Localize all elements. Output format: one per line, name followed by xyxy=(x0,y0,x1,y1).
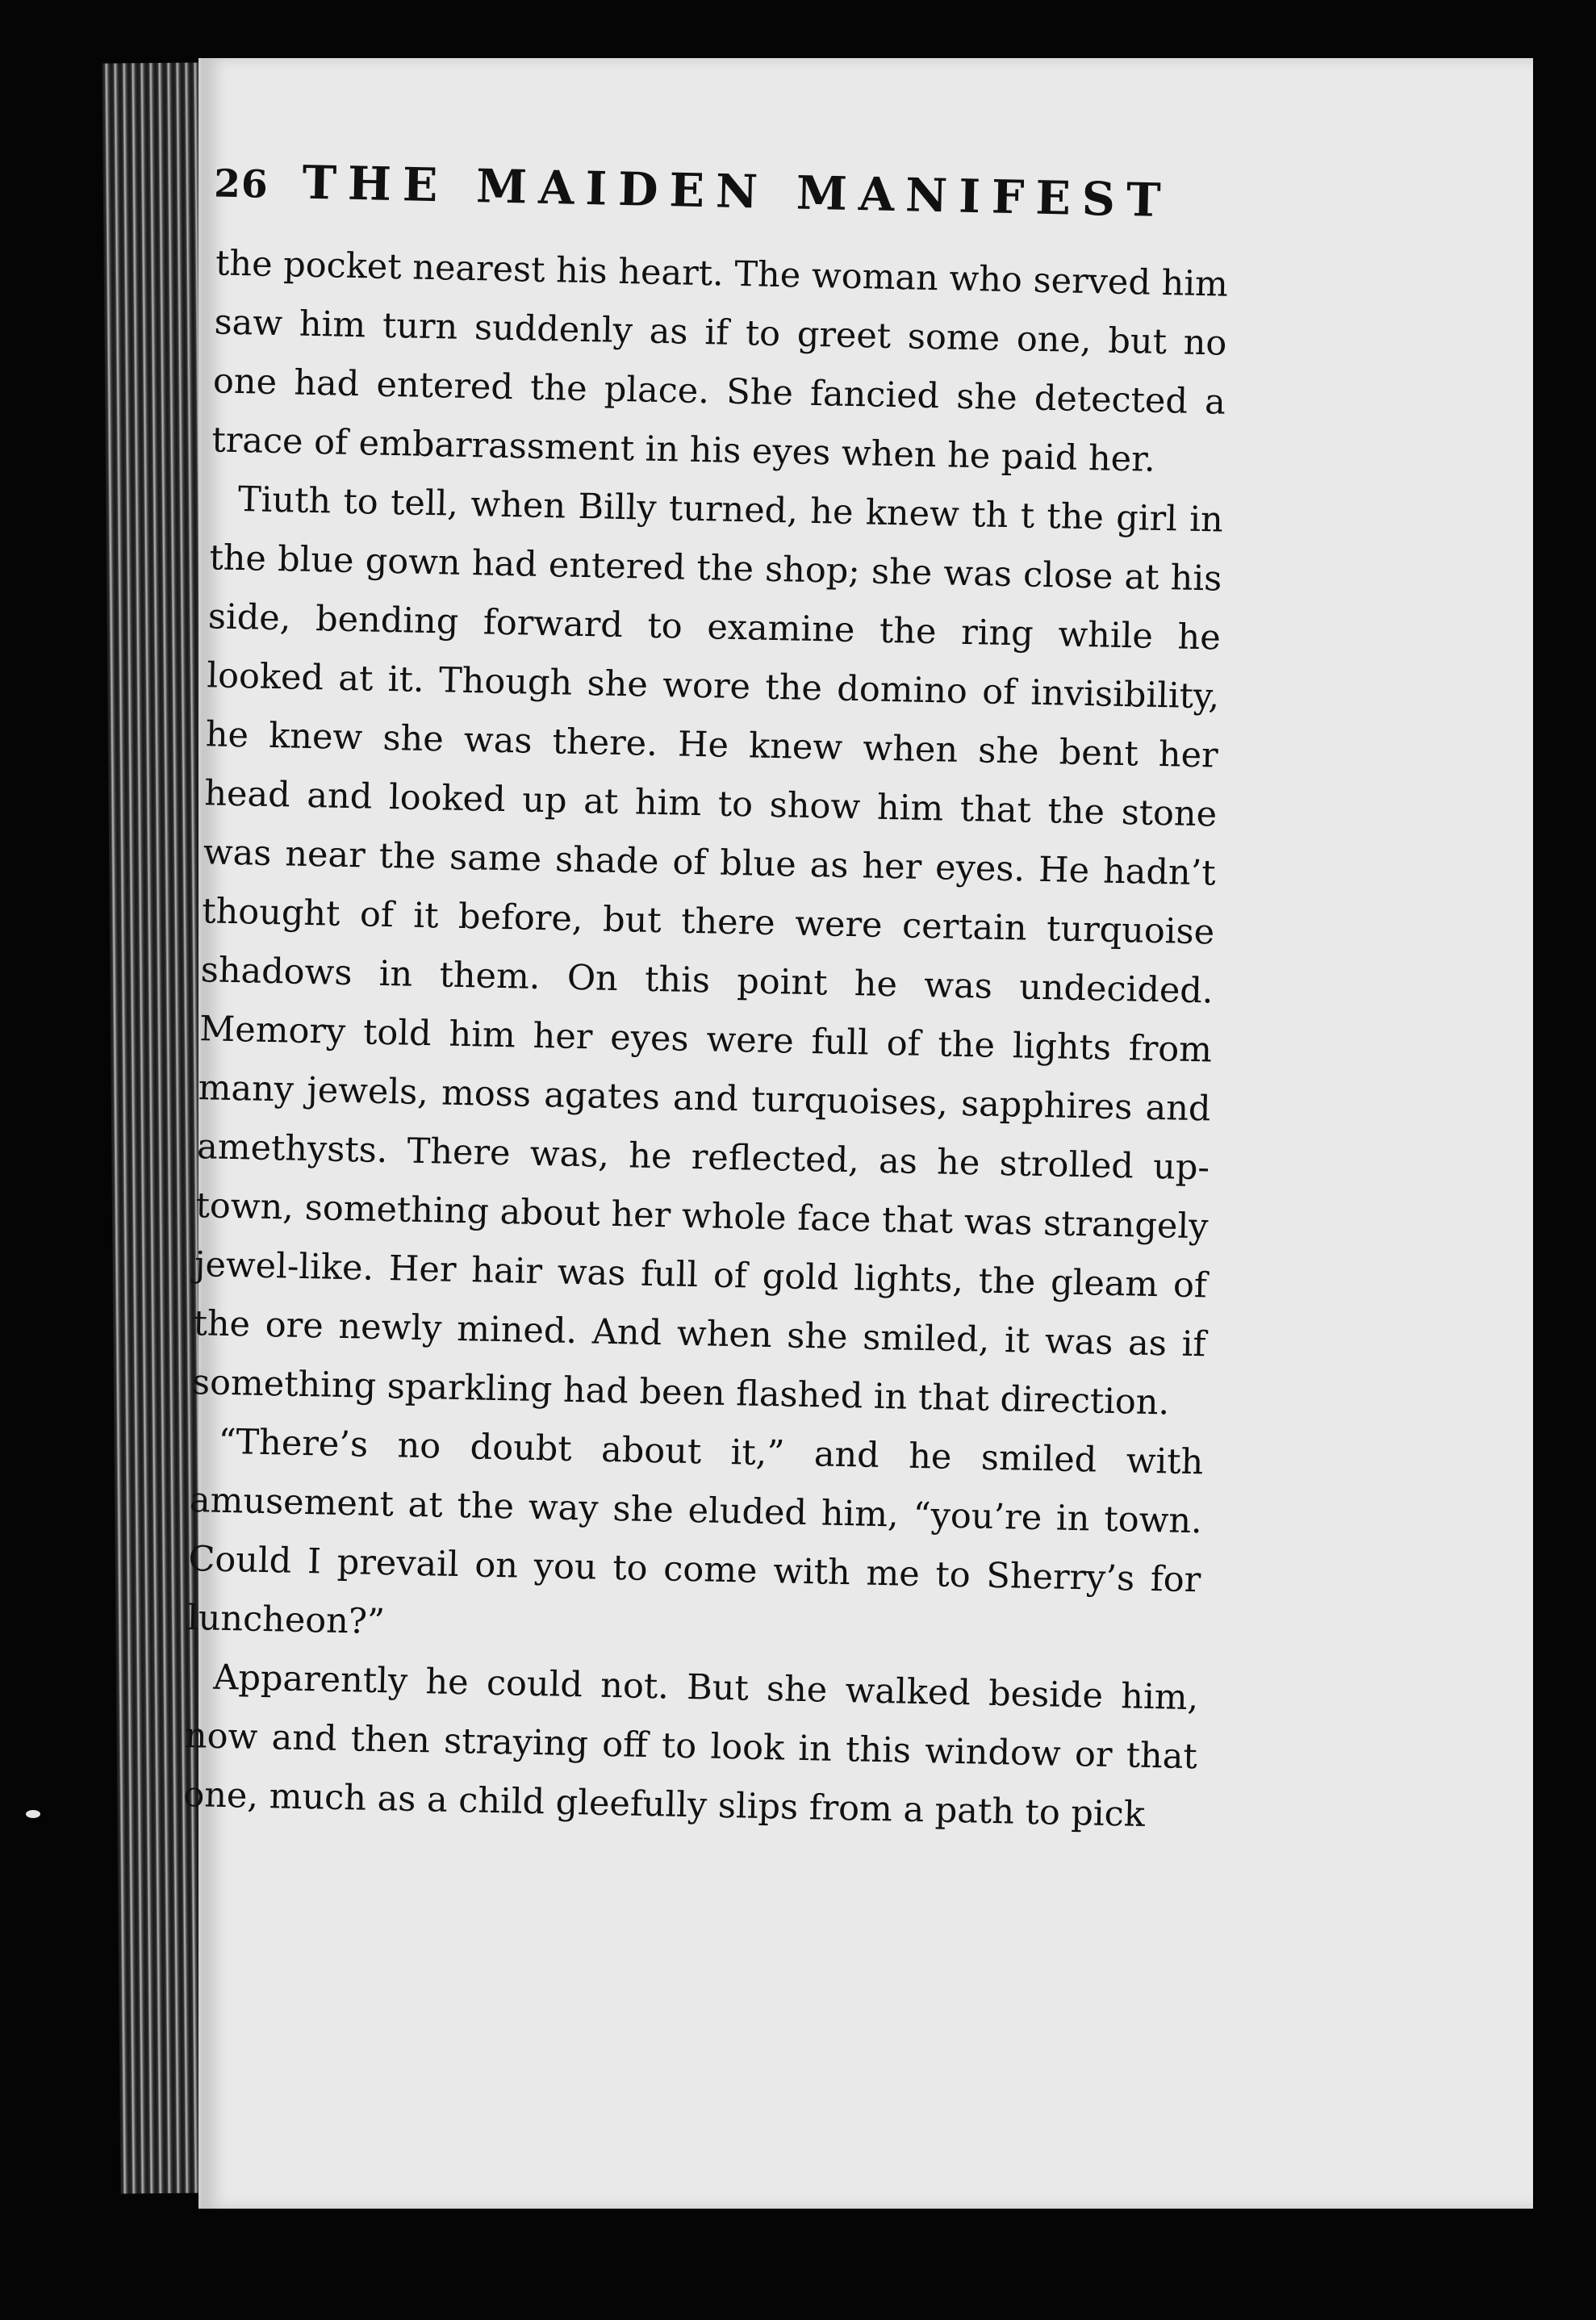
paper-speck xyxy=(26,1810,40,1818)
page-content xyxy=(162,153,1460,2075)
running-title: THE MAIDEN MANIFEST xyxy=(301,155,1173,228)
paragraph: the pocket nearest his heart. The woman who served him saw him turn suddenly as if to greet some one, but no one had entered the place. She fancied she detected a trace of embarrassment in his eyes when he paid her. xyxy=(211,243,1229,480)
paragraph: Apparently he could not. But she walked beside him, now and then straying off to look in this window or that one, much as a child gleefully slips from a path to pick xyxy=(182,1657,1199,1835)
body-text xyxy=(183,234,1229,1846)
paragraph: Tiuth to tell, when Billy turned, he knew th t the girl in the blue gown had entered the shop; she was close at his side, bending forward to examine the ring while he looked at it. Though she wore the domino of invisibility, he knew she was there. He knew when she bent her head and looked up at him to show him that the stone was near the same shade of blue as her eyes. He hadn’t thought of it before, but there were certain turquoise shadows in them. On this point he was undecided. Memory told him her eyes were full of the lights from many jewels, moss agates and turquoises, sapphires and amethysts. There was, he reflected, as he strolled up-town, something about her whole face that was strangely jewel-like. Her hair was full of gold lights, the gleam of the ore newly mined. And when she smiled, it was as if something sparkling had been flashed in that direction. xyxy=(191,479,1224,1423)
page-number: 26 xyxy=(213,161,269,207)
paragraph: “There’s no doubt about it,” and he smiled with amusement at the way she eluded him, “you’re in town. Could I prevail on you to come with me to Sherry’s for luncheon?” xyxy=(186,1421,1204,1643)
